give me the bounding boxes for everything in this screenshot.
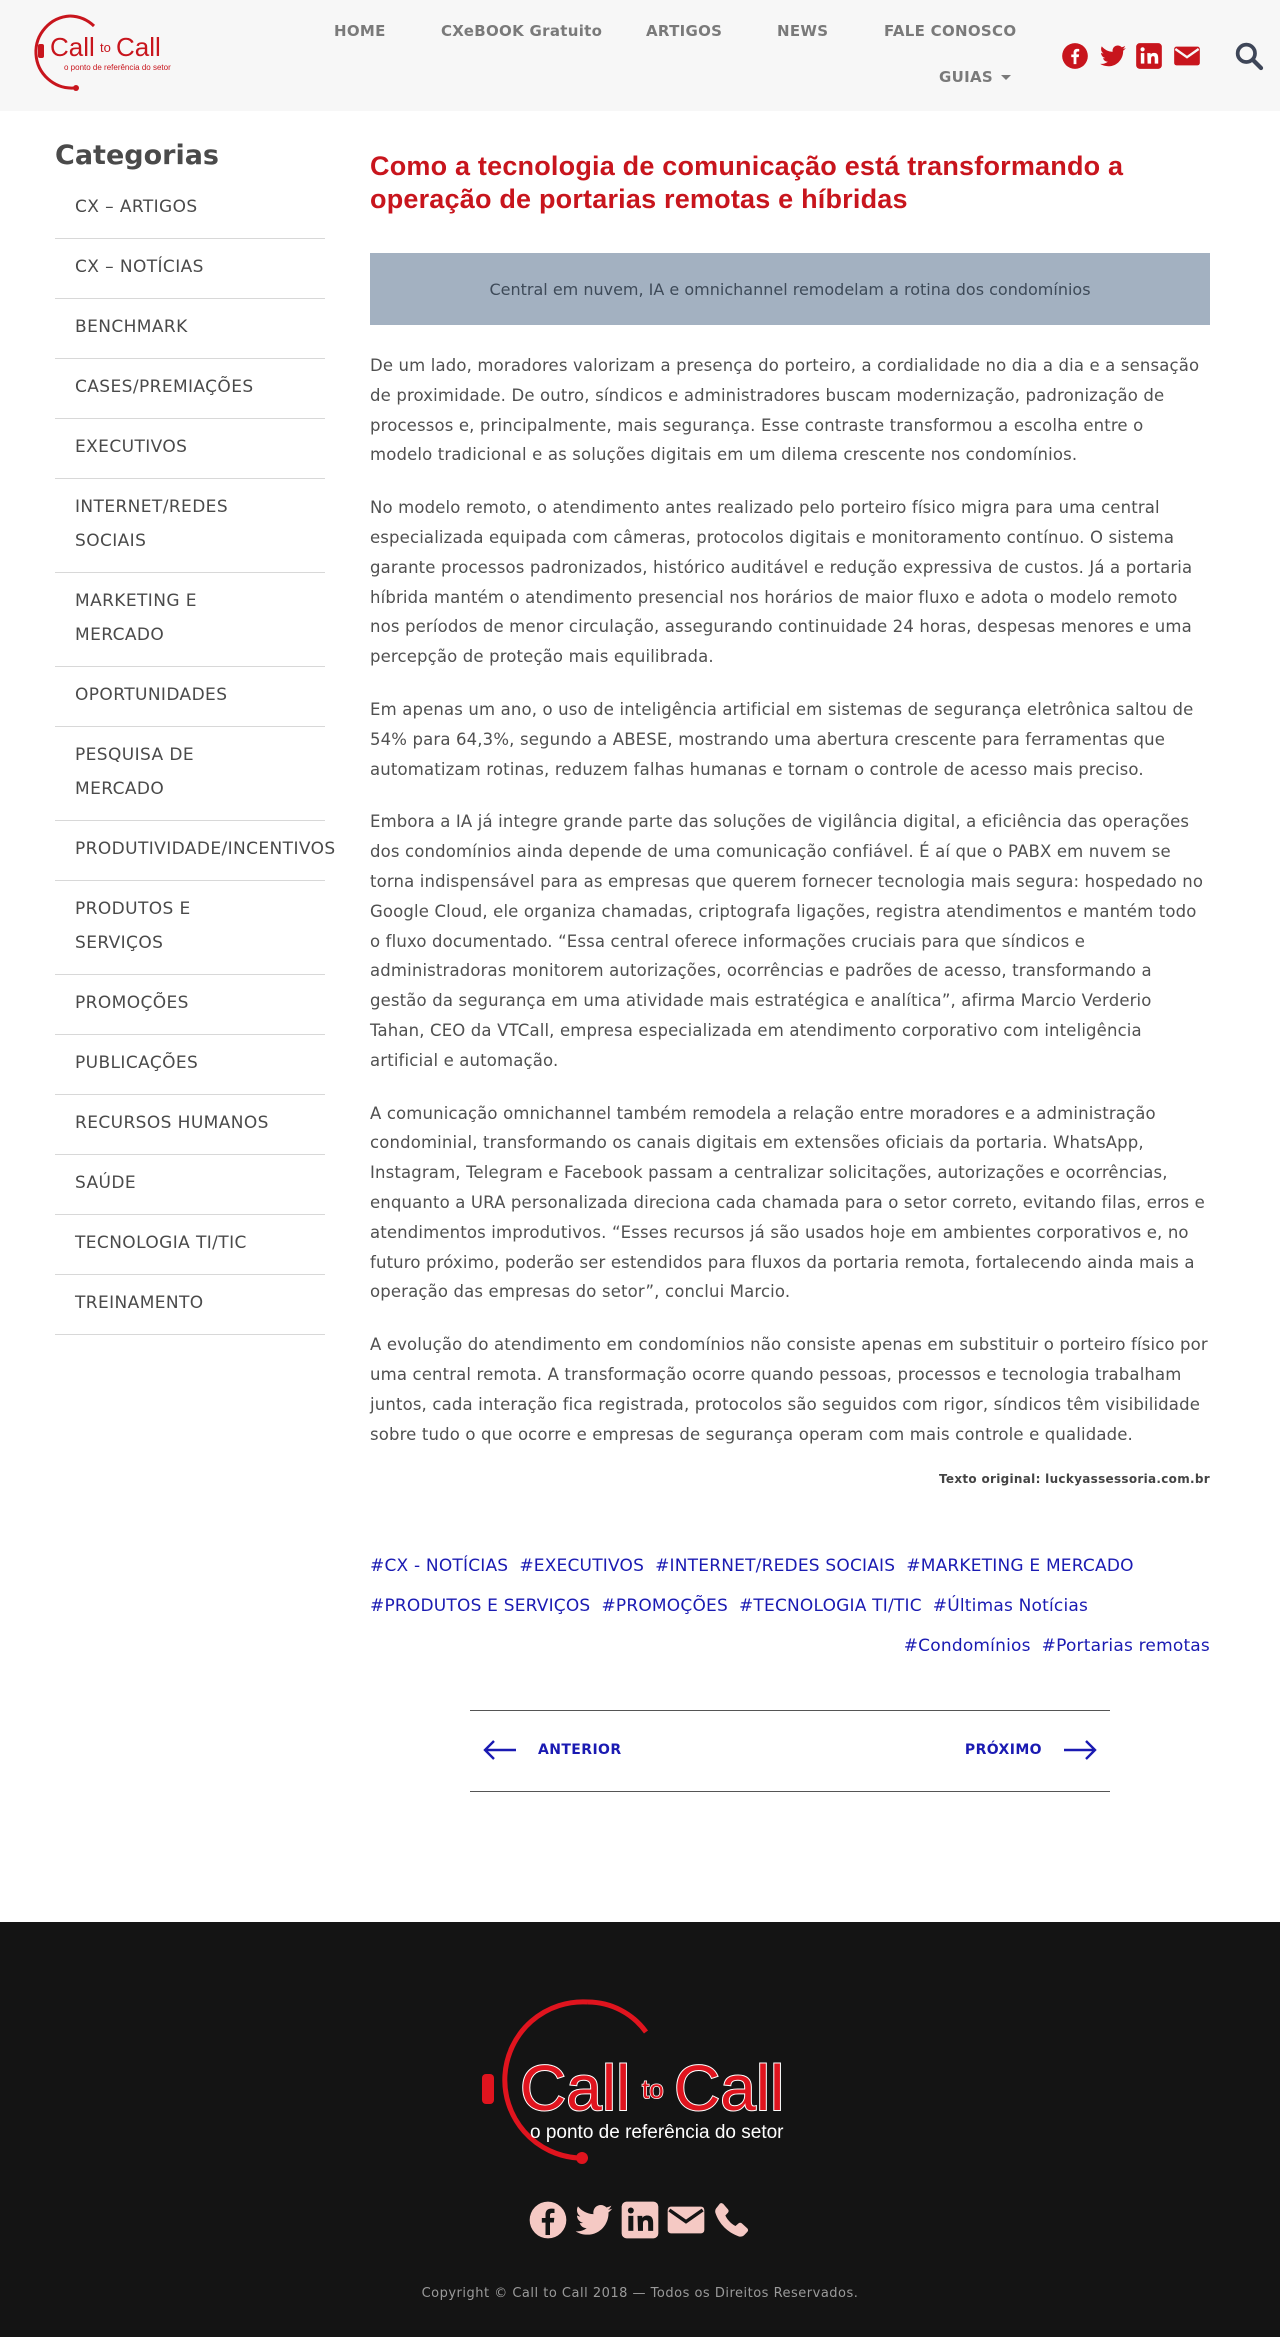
category-item[interactable] (55, 239, 325, 299)
article (370, 150, 1210, 1666)
category-item[interactable] (55, 1035, 325, 1095)
categories-sidebar (55, 140, 336, 1335)
article-paragraph: A evolução do atendimento em condomínios não consiste apenas em substituir o porteiro físico por uma central remota. A transformação ocorre quando pessoas, processos e tecnologia trabalham juntos, cada interação fica registrada, protocolos são seguidos com rigor, síndicos têm visibilidade sobre tudo o que ocorre e empresas de segurança operam com mais controle e qualidade. (370, 1335, 1208, 1444)
category-label: CASES/PREMIAÇÕES (75, 377, 254, 397)
article-paragraph: Em apenas um ano, o uso de inteligência artificial em sistemas de segurança eletrônica saltou de 54% para 64,3%, segundo a ABESE, mostrando uma abertura crescente para ferramentas que automatizam rotinas, reduzem falhas humanas e tornam o controle de acesso mais preciso. (370, 699, 1194, 779)
category-item[interactable] (55, 419, 325, 479)
article-paragraph: De um lado, moradores valorizam a presença do porteiro, a cordialidade no dia a dia e a sensação de proximidade. De outro, síndicos e administradores buscam modernização, padronização de processos e, principalmente, mais segurança. Esse contraste transformou a escolha entre o modelo tradicional e as soluções digitais em um dilema crescente nos condomínios. (370, 356, 1200, 465)
category-item[interactable] (55, 479, 325, 573)
post-navigation (470, 1710, 1110, 1792)
category-label: EXECUTIVOS (75, 437, 188, 457)
svg-text:to: to (100, 40, 111, 55)
previous-post-label: ANTERIOR (538, 1742, 622, 1758)
search-icon[interactable] (1233, 40, 1265, 72)
next-post-link[interactable] (965, 1737, 1098, 1763)
svg-text:to: to (642, 2074, 664, 2104)
category-item[interactable] (55, 573, 325, 667)
article-paragraph: No modelo remoto, o atendimento antes realizado pelo porteiro físico migra para uma central especializada equipada com câmeras, protocolos digitais e monitoramento contínuo. O sistema garante processos padronizados, histórico auditável e redução expressiva de custos. Já a portaria híbrida mantém o atendimento presencial nos horários de maior fluxo e adota o modelo remoto nos períodos de menor circulação, assegurando continuidade 24 horas, despesas menores e uma percepção de proteção mais equilibrada. (370, 498, 1193, 667)
category-label: PUBLICAÇÕES (75, 1053, 199, 1073)
category-item[interactable] (55, 975, 325, 1035)
footer-email-icon[interactable] (666, 2200, 706, 2240)
svg-text:o ponto de referência do setor: o ponto de referência do setor (64, 63, 171, 72)
svg-text:Call: Call (116, 32, 161, 62)
category-item[interactable] (55, 1095, 325, 1155)
nav-home[interactable]: HOME (334, 22, 386, 40)
category-item[interactable] (55, 359, 325, 419)
category-label: PRODUTIVIDADE/INCENTIVOS (75, 839, 336, 859)
category-label: MERCADO (75, 625, 165, 645)
category-item[interactable] (55, 727, 325, 821)
category-label: SERVIÇOS (75, 933, 164, 953)
tag-link[interactable]: #CX - NOTÍCIAS (370, 1556, 509, 1577)
category-item[interactable] (55, 881, 325, 975)
email-icon[interactable] (1173, 42, 1201, 70)
tag-link[interactable]: #Condomínios (903, 1636, 1031, 1657)
arrow-left-icon (482, 1737, 518, 1763)
tag-link[interactable]: #PROMOÇÕES (601, 1596, 728, 1617)
article-source: Texto original: luckyassessoria.com.br (939, 1472, 1210, 1487)
site-footer (0, 1922, 1280, 2337)
site-logo[interactable] (30, 8, 190, 92)
article-paragraph: A comunicação omnichannel também remodela a relação entre moradores e a administração condominial, transformando os canais digitais em extensões oficiais da portaria. WhatsApp, Instagram, Telegram e Facebook passam a centralizar solicitações, autorizações e ocorrências, enquanto a URA personalizada direciona cada chamada para o setor correto, evitando filas, erros e atendimentos improdutivos. “Esses recursos já são usados hoje em ambientes corporativos e, no futuro próximo, poderão ser estendidos para fluxos da portaria remota, fortalecendo ainda mais a operação das empresas do setor”, conclui Marcio. (370, 1103, 1205, 1302)
tag-link[interactable]: #Portarias remotas (1041, 1636, 1210, 1657)
category-item[interactable] (55, 299, 325, 359)
category-label: CX – ARTIGOS (75, 197, 198, 217)
article-subtitle-box (370, 253, 1210, 325)
footer-twitter-icon[interactable] (574, 2200, 614, 2240)
category-label: SAÚDE (75, 1173, 137, 1193)
article-paragraph: Embora a IA já integre grande parte das soluções de vigilância digital, a eficiência das operações dos condomínios ainda depende de uma comunicação confiável. É aí que o PABX em nuvem se torna indispensável para as empresas que querem fornecer tecnologia mais segura: hospedado no Google Cloud, ele organiza chamadas, criptografa ligações, registra atendimentos e mantém todo o fluxo documentado. “Essa central oferece informações cruciais para que síndicos e administradoras monitorem autorizações, ocorrências e padrões de acesso, transformando a gestão da segurança em uma atividade mais estratégica e analítica”, afirma Marcio Verderio Tahan, CEO da VTCall, empresa especializada em atendimento corporativo com inteligência artificial e automação. (370, 812, 1204, 1070)
tag-link[interactable]: #TECNOLOGIA TI/TIC (738, 1596, 922, 1617)
linkedin-icon[interactable] (1135, 42, 1163, 70)
facebook-icon[interactable] (1061, 42, 1089, 70)
category-label: OPORTUNIDADES (75, 685, 228, 705)
sidebar-title: Categorias (55, 140, 219, 171)
category-item[interactable] (55, 821, 336, 881)
footer-linkedin-icon[interactable] (620, 2200, 660, 2240)
nav-fale-conosco[interactable]: FALE CONOSCO (884, 22, 1017, 40)
category-label: MERCADO (75, 779, 165, 799)
category-item[interactable] (55, 1215, 325, 1275)
arrow-right-icon (1062, 1737, 1098, 1763)
category-item[interactable] (55, 179, 325, 239)
category-label: PESQUISA DE (75, 745, 194, 765)
svg-text:Call: Call (520, 2052, 631, 2124)
category-item[interactable] (55, 1275, 325, 1335)
article-tags (370, 1546, 1210, 1666)
twitter-icon[interactable] (1099, 42, 1127, 70)
footer-phone-icon[interactable] (712, 2200, 752, 2240)
category-item[interactable] (55, 667, 325, 727)
nav-ebook[interactable]: CXeBOOK Gratuito (441, 22, 603, 40)
svg-text:o ponto de referência do setor: o ponto de referência do setor (530, 2122, 784, 2143)
category-label: TECNOLOGIA TI/TIC (75, 1233, 247, 1253)
category-label: PRODUTOS E (75, 899, 191, 919)
next-post-label: PRÓXIMO (964, 1742, 1042, 1758)
category-label: PROMOÇÕES (75, 993, 189, 1013)
site-header (0, 0, 1280, 111)
category-list (55, 179, 336, 1335)
category-label: TREINAMENTO (75, 1293, 204, 1313)
copyright-text: Copyright © Call to Call 2018 — Todos os Direitos Reservados. (421, 2286, 859, 2301)
category-label: INTERNET/REDES (75, 497, 229, 517)
logo-wordmark: Call (50, 32, 95, 62)
nav-guias-dropdown[interactable]: GUIAS (939, 68, 1011, 86)
category-label: MARKETING E (75, 591, 197, 611)
article-body (370, 351, 1210, 1449)
category-label: RECURSOS HUMANOS (75, 1113, 269, 1133)
tag-link[interactable]: #MARKETING E MERCADO (906, 1556, 1134, 1577)
tag-link[interactable]: #EXECUTIVOS (519, 1556, 645, 1577)
nav-news[interactable]: NEWS (777, 22, 829, 40)
article-subtitle: Central em nuvem, IA e omnichannel remodelam a rotina dos condomínios (489, 279, 1091, 299)
category-label: CX – NOTÍCIAS (75, 257, 204, 277)
tag-link[interactable]: #PRODUTOS E SERVIÇOS (370, 1596, 591, 1617)
previous-post-link[interactable] (482, 1737, 622, 1763)
tag-link[interactable]: #INTERNET/REDES SOCIAIS (655, 1556, 896, 1577)
tag-link[interactable]: #Últimas Notícias (932, 1596, 1089, 1617)
svg-text:Call: Call (674, 2052, 785, 2124)
nav-artigos[interactable]: ARTIGOS (646, 22, 723, 40)
category-item[interactable] (55, 1155, 325, 1215)
footer-logo[interactable] (478, 1992, 808, 2172)
category-label: SOCIAIS (75, 531, 147, 551)
footer-facebook-icon[interactable] (528, 2200, 568, 2240)
category-label: BENCHMARK (75, 317, 188, 337)
article-title: Como a tecnologia de comunicação está transformando a operação de portarias remotas e híbridas (370, 151, 1124, 214)
